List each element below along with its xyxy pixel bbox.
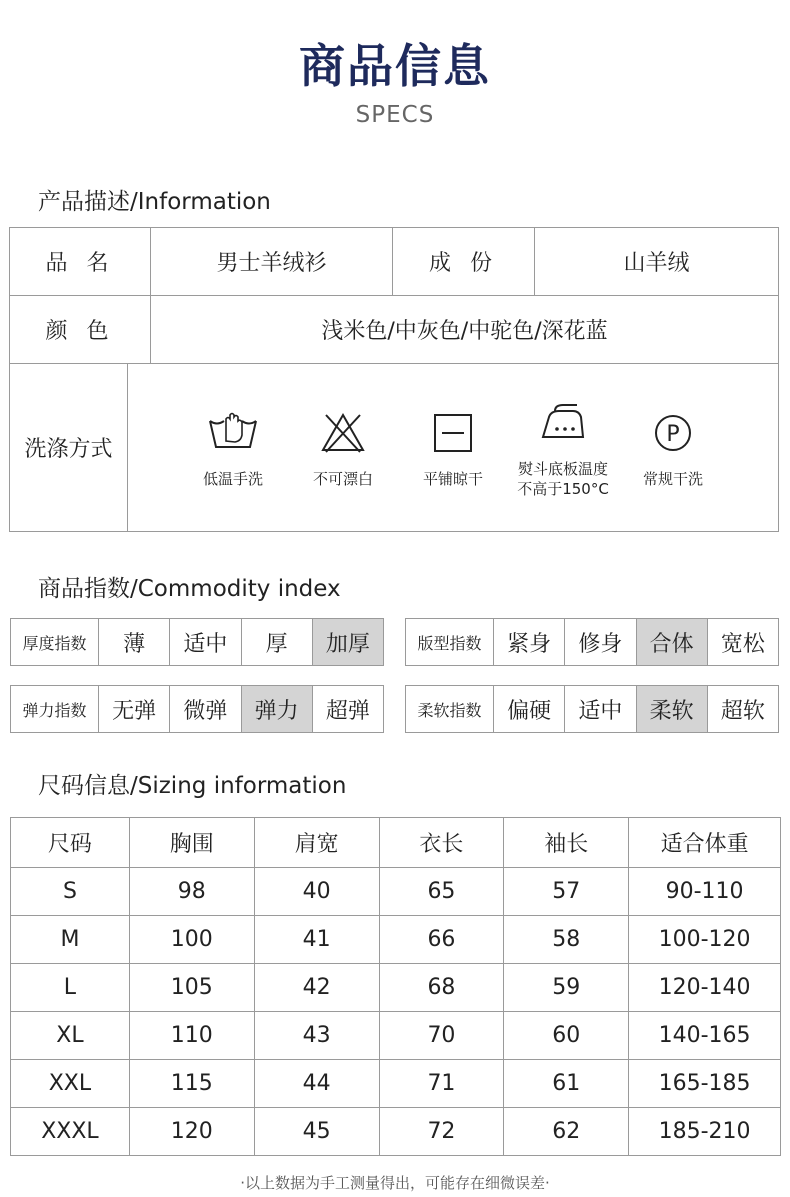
size-section-heading: 尺码信息/Sizing information: [38, 773, 347, 799]
index-option-selected: 弹力: [242, 686, 313, 732]
table-cell: 120-140: [629, 964, 781, 1012]
table-cell: 68: [379, 964, 504, 1012]
size-table-header: [11, 818, 781, 868]
table-cell: 70: [379, 1012, 504, 1060]
table-cell: 90-110: [629, 868, 781, 916]
size-table: [10, 817, 781, 1156]
care-text: 常规干洗: [642, 469, 703, 488]
table-cell: L: [11, 964, 130, 1012]
table-cell: 185-210: [629, 1108, 781, 1156]
index-group-thickness: [10, 618, 384, 666]
column-header: 胸围: [129, 818, 254, 868]
index-option: 紧身: [494, 619, 565, 665]
care-text: 平铺晾干: [422, 469, 483, 488]
table-row: [11, 1108, 781, 1156]
info-section-heading: 产品描述/Information: [38, 189, 271, 215]
care-item: [398, 407, 508, 489]
index-group-softness: [405, 685, 779, 733]
index-option: 宽松: [720, 631, 765, 657]
table-row: [11, 1060, 781, 1108]
table-cell: 58: [504, 916, 629, 964]
info-row-care: [10, 364, 778, 531]
index-group-elasticity: [10, 685, 384, 733]
table-cell: 98: [129, 868, 254, 916]
column-header: 肩宽: [254, 818, 379, 868]
table-cell: 120: [129, 1108, 254, 1156]
care-label: 洗涤方式: [10, 364, 128, 531]
table-cell: XL: [11, 1012, 130, 1060]
table-cell: XXXL: [11, 1108, 130, 1156]
care-item: [178, 407, 288, 489]
index-option: 修身: [565, 619, 636, 665]
care-text: 熨斗底板温度 不高于150°C: [517, 459, 609, 498]
name-label: 品 名: [10, 228, 151, 295]
index-option: 超弹: [325, 698, 370, 724]
footer-note: ·以上数据为手工测量得出，可能存在细微误差·: [240, 1174, 550, 1192]
index-option-selected: 合体: [637, 619, 708, 665]
info-row-color: [10, 296, 778, 364]
dry-clean-icon: [647, 407, 699, 459]
table-cell: 45: [254, 1108, 379, 1156]
table-cell: 140-165: [629, 1012, 781, 1060]
table-cell: 57: [504, 868, 629, 916]
info-row-name: [10, 228, 778, 296]
care-icons: [128, 364, 778, 531]
table-cell: 42: [254, 964, 379, 1012]
table-cell: 115: [129, 1060, 254, 1108]
iron-icon: [537, 397, 589, 449]
index-option: 薄: [99, 619, 170, 665]
table-cell: M: [11, 916, 130, 964]
table-cell: 62: [504, 1108, 629, 1156]
index-group-fit: [405, 618, 779, 666]
table-cell: 110: [129, 1012, 254, 1060]
index-option: 适中: [170, 619, 241, 665]
svg-text:P: P: [666, 421, 680, 447]
table-cell: 100: [129, 916, 254, 964]
index-category: 柔软指数: [406, 686, 494, 732]
name-value: 男士羊绒衫: [151, 228, 393, 295]
table-row: [11, 964, 781, 1012]
table-row: [11, 916, 781, 964]
table-cell: 43: [254, 1012, 379, 1060]
table-row: [11, 868, 781, 916]
care-text: 不可漂白: [312, 469, 373, 488]
table-cell: 66: [379, 916, 504, 964]
table-cell: 72: [379, 1108, 504, 1156]
page-subtitle: SPECS: [355, 102, 435, 128]
color-value: 浅米色/中灰色/中驼色/深花蓝: [321, 319, 608, 344]
index-category: 弹力指数: [11, 686, 99, 732]
care-item: [508, 397, 618, 499]
table-row: [11, 1012, 781, 1060]
table-cell: 60: [504, 1012, 629, 1060]
index-option: 偏硬: [494, 686, 565, 732]
column-header: 袖长: [504, 818, 629, 868]
color-label: 颜 色: [10, 296, 151, 363]
table-cell: 59: [504, 964, 629, 1012]
column-header: 尺码: [11, 818, 130, 868]
table-cell: S: [11, 868, 130, 916]
table-cell: 105: [129, 964, 254, 1012]
index-section-heading: 商品指数/Commodity index: [38, 576, 341, 602]
column-header: 适合体重: [629, 818, 781, 868]
column-header: 衣长: [379, 818, 504, 868]
table-cell: 71: [379, 1060, 504, 1108]
index-option: 超软: [720, 698, 765, 724]
table-cell: 165-185: [629, 1060, 781, 1108]
care-item: [288, 407, 398, 489]
table-cell: 65: [379, 868, 504, 916]
table-cell: XXL: [11, 1060, 130, 1108]
composition-label: 成 份: [393, 228, 535, 295]
index-option-selected: 加厚: [313, 619, 383, 665]
care-item: [618, 407, 728, 489]
index-option-selected: 柔软: [637, 686, 708, 732]
dry-flat-icon: [427, 407, 479, 459]
table-cell: 100-120: [629, 916, 781, 964]
no-bleach-icon: [317, 407, 369, 459]
index-category: 版型指数: [406, 619, 494, 665]
index-option: 微弹: [170, 686, 241, 732]
index-option: 适中: [565, 686, 636, 732]
index-option: 厚: [242, 619, 313, 665]
table-cell: 61: [504, 1060, 629, 1108]
table-cell: 40: [254, 868, 379, 916]
page-title: 商品信息: [299, 39, 491, 93]
hand-wash-icon: [207, 407, 259, 459]
table-cell: 41: [254, 916, 379, 964]
composition-value: 山羊绒: [623, 251, 690, 276]
info-table: [9, 227, 779, 532]
index-option: 无弹: [99, 686, 170, 732]
care-text: 低温手洗: [202, 469, 263, 488]
index-category: 厚度指数: [11, 619, 99, 665]
table-cell: 44: [254, 1060, 379, 1108]
